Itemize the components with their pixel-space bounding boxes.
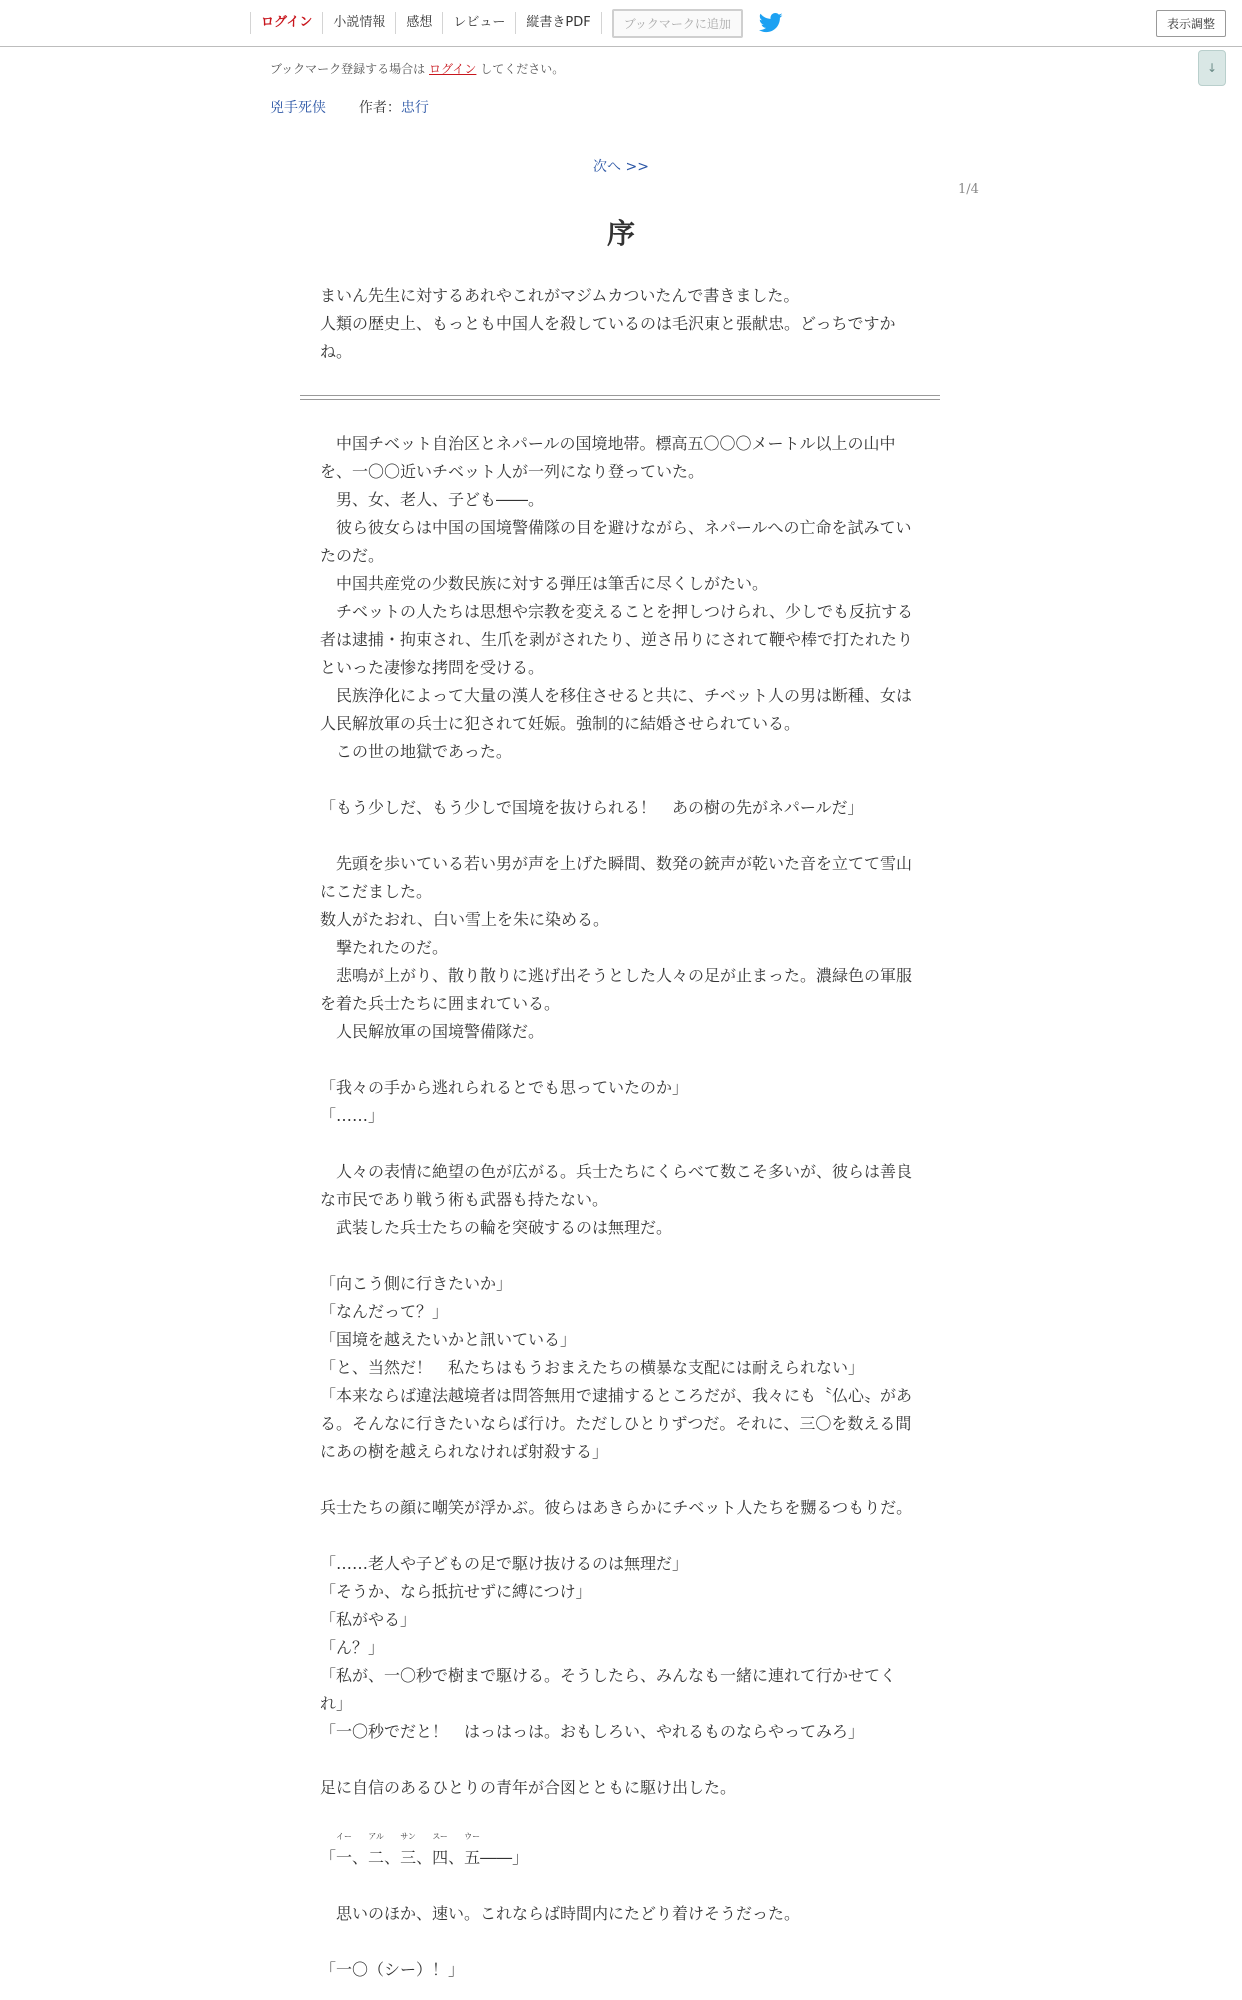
ruby-word <box>400 1832 417 1872</box>
text-line: 兵士たちの顔に嘲笑が浮かぶ。彼らはあきらかにチベット人たちを嬲るつもりだ。 <box>320 1498 913 1517</box>
quote-close: ――」 <box>480 1848 529 1867</box>
text-line: 者は逮捕・拘束され、生爪を剥がされたり、逆さ吊りにされて鞭や棒で打たれたり <box>320 630 913 649</box>
text-line: 「我々の手から逃れられるとでも思っていたのか」 <box>320 1078 689 1097</box>
text-line: る。そんなに行きたいならば行け。ただしひとりずつだ。それに、三〇を数える間 <box>320 1414 912 1433</box>
text-line: 「本来ならば違法越境者は問答無用で逮捕するところだが、我々にも〝仏心〟があ <box>320 1386 913 1405</box>
text-line: 民族浄化によって大量の漢人を移住させると共に、チベット人の男は断種、女は <box>320 686 913 705</box>
page-number: 1/4 <box>958 182 979 197</box>
ruby-word <box>368 1832 385 1872</box>
text-line <box>320 822 920 850</box>
text-line: 「一〇（シー）！」 <box>320 1960 465 1979</box>
text-line: 人類の歴史上、もっとも中国人を殺しているのは毛沢東と張献忠。どっちですか <box>320 314 896 333</box>
nav-impressions[interactable]: 感想 <box>395 12 442 34</box>
text-line: 男、女、老人、子ども――。 <box>320 490 545 509</box>
text-line: まいん先生に対するあれやこれがマジムカついたんで書きました。 <box>320 286 800 305</box>
novel-title-link[interactable]: 兇手死侠 <box>270 100 326 116</box>
text-line: 「国境を越えたいかと訊いている」 <box>320 1330 577 1349</box>
ruby-annotation: イー <box>336 1832 353 1841</box>
text-line: れ」 <box>320 1694 353 1713</box>
text-line: な市民であり戦う術も武器も持たない。 <box>320 1190 609 1209</box>
next-page-link[interactable]: 次へ >> <box>593 159 649 175</box>
text-line: チベットの人たちは思想や宗教を変えることを押しつけられ、少しでも反抗する <box>320 602 913 621</box>
notice-suffix: してください。 <box>480 62 565 76</box>
preface-text <box>320 282 920 366</box>
ruby-base: 五 <box>464 1848 481 1867</box>
text-line: 「もう少しだ、もう少しで国境を抜けられる！ あの樹の先がネパールだ」 <box>320 798 864 817</box>
ruby-word <box>464 1832 481 1872</box>
preface-divider <box>300 395 940 400</box>
text-line <box>320 1046 920 1074</box>
text-line: 思いのほか、速い。これならば時間内にたどり着けそうだった。 <box>320 1904 801 1923</box>
text-line <box>320 1242 920 1270</box>
text-line: 「一〇秒でだと！ はっはっは。おもしろい、やれるものならやってみろ」 <box>320 1722 865 1741</box>
text-line <box>320 1802 920 1830</box>
scroll-down-button[interactable]: ↓ <box>1198 50 1226 86</box>
text-line: たのだ。 <box>320 546 385 565</box>
ruby-annotation: スー <box>432 1832 448 1841</box>
top-header <box>0 0 1242 47</box>
text-line: 「……」 <box>320 1106 385 1125</box>
nav-novel-info[interactable]: 小説情報 <box>322 12 395 34</box>
ruby-base: 四 <box>432 1848 449 1867</box>
text-line: 「私がやる」 <box>320 1610 417 1629</box>
text-line: 人民解放軍の兵士に犯されて妊娠。強制的に結婚させられている。 <box>320 714 801 733</box>
ruby-word <box>432 1832 449 1872</box>
text-line: 「私が、一〇秒で樹まで駆ける。そうしたら、みんなも一緒に連れて行かせてく <box>320 1666 897 1685</box>
ruby-word <box>336 1832 353 1872</box>
notice-prefix: ブックマーク登録する場合は <box>270 62 426 76</box>
text-line: 人民解放軍の国境警備隊だ。 <box>320 1022 545 1041</box>
author-link[interactable]: 忠行 <box>400 100 429 116</box>
text-line: 「ん？」 <box>320 1638 385 1657</box>
chapter-body <box>320 430 920 1984</box>
text-line: 「……老人や子どもの足で駆け抜けるのは無理だ」 <box>320 1554 689 1573</box>
separator: 、 <box>416 1848 433 1867</box>
text-line: 悲鳴が上がり、散り散りに逃げ出そうとした人々の足が止まった。濃緑色の軍服 <box>320 966 913 985</box>
next-page-link-wrap <box>0 156 1242 176</box>
text-line <box>320 1872 920 1900</box>
ruby-base: 三 <box>400 1848 417 1867</box>
ruby-annotation: ウー <box>464 1832 481 1841</box>
text-line: にあの樹を越えられなければ射殺する」 <box>320 1442 609 1461</box>
text-line: 中国チベット自治区とネパールの国境地帯。標高五〇〇〇メートル以上の山中 <box>320 434 896 453</box>
text-line: 足に自信のあるひとりの青年が合図とともに駆け出した。 <box>320 1778 737 1797</box>
text-line <box>320 1466 920 1494</box>
bookmark-login-notice <box>270 60 564 77</box>
text-line: 「なんだって？」 <box>320 1302 449 1321</box>
text-line: といった凄惨な拷問を受ける。 <box>320 658 545 677</box>
chapter-title: 序 <box>606 217 635 250</box>
add-bookmark-button[interactable]: ブックマークに追加 <box>612 9 743 38</box>
ruby-base: 二 <box>368 1848 385 1867</box>
notice-login-link[interactable]: ログイン <box>429 62 477 76</box>
text-line: 先頭を歩いている若い男が声を上げた瞬間、数発の銃声が乾いた音を立てて雪山 <box>320 854 913 873</box>
text-line: 「そうか、なら抵抗せずに縛につけ」 <box>320 1582 592 1601</box>
text-line: ね。 <box>320 342 353 361</box>
text-line: 武装した兵士たちの輪を突破するのは無理だ。 <box>320 1218 673 1237</box>
nav-login[interactable]: ログイン <box>250 12 322 34</box>
text-line: 「と、当然だ！ 私たちはもうおまえたちの横暴な支配には耐えられない」 <box>320 1358 865 1377</box>
separator: 、 <box>384 1848 401 1867</box>
text-line: にこだました。 <box>320 882 433 901</box>
text-line <box>320 1928 920 1956</box>
author-label: 作者： <box>358 100 401 116</box>
text-line: 人々の表情に絶望の色が広がる。兵士たちにくらべて数こそ多いが、彼らは善良 <box>320 1162 913 1181</box>
nav-vertical-pdf[interactable]: 縦書きPDF <box>515 12 601 34</box>
ruby-annotation: アル <box>368 1832 384 1841</box>
text-line: を、一〇〇近いチベット人が一列になり登っていた。 <box>320 462 705 481</box>
text-line: 数人がたおれ、白い雪上を朱に染める。 <box>320 910 609 929</box>
novel-meta <box>270 97 429 117</box>
display-settings-button[interactable]: 表示調整 <box>1156 10 1226 37</box>
text-line: 撃たれたのだ。 <box>320 938 449 957</box>
nav-reviews[interactable]: レビュー <box>442 12 515 34</box>
ruby-count-line <box>320 1830 920 1872</box>
text-line <box>320 1522 920 1550</box>
text-line: 中国共産党の少数民族に対する弾圧は筆舌に尽くしがたい。 <box>320 574 769 593</box>
separator: 、 <box>448 1848 465 1867</box>
quote-open: 「 <box>320 1848 337 1867</box>
twitter-icon[interactable] <box>759 12 785 34</box>
separator: 、 <box>352 1848 369 1867</box>
text-line <box>320 1130 920 1158</box>
text-line: 「向こう側に行きたいか」 <box>320 1274 513 1293</box>
text-line: この世の地獄であった。 <box>320 742 512 761</box>
header-nav <box>250 0 785 46</box>
text-line: を着た兵士たちに囲まれている。 <box>320 994 561 1013</box>
text-line <box>320 1746 920 1774</box>
ruby-annotation: サン <box>400 1832 416 1841</box>
text-line <box>320 766 920 794</box>
text-line: 彼ら彼女らは中国の国境警備隊の目を避けながら、ネパールへの亡命を試みてい <box>320 518 912 537</box>
ruby-base: 一 <box>336 1848 353 1867</box>
